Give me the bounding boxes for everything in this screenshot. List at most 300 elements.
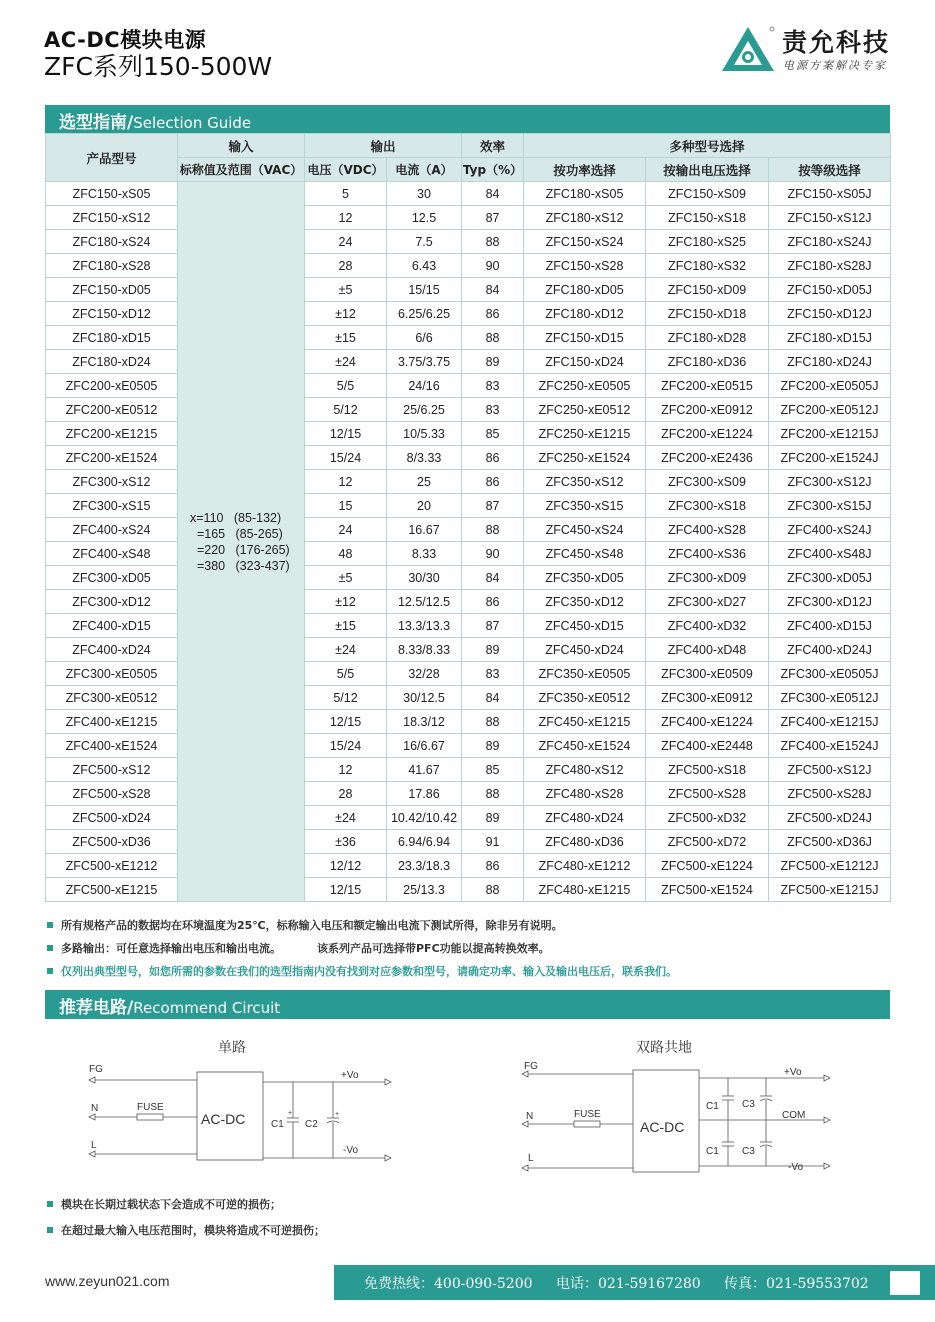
table-cell: ZFC500-xS28J xyxy=(769,782,891,806)
table-cell: ZFC180-xD05 xyxy=(524,278,646,302)
table-cell: 25/13.3 xyxy=(387,878,462,902)
note-2a-text: 多路输出：可任意选择输出电压和输出电流。 xyxy=(61,942,281,955)
table-cell: ZFC400-xS28 xyxy=(646,518,769,542)
table-cell: ±5 xyxy=(305,278,387,302)
table-cell: ZFC350-xS12 xyxy=(524,470,646,494)
table-cell: 88 xyxy=(462,782,524,806)
table-row xyxy=(46,494,891,518)
table-cell: 89 xyxy=(462,350,524,374)
table-cell: ZFC200-xE0912 xyxy=(646,398,769,422)
table-cell: 86 xyxy=(462,446,524,470)
doc-subtitle: ZFC系列150-500W xyxy=(44,52,273,81)
table-cell: 16/6.67 xyxy=(387,734,462,758)
table-cell: ZFC350-xE0512 xyxy=(524,686,646,710)
table-cell: 89 xyxy=(462,638,524,662)
footer-bar xyxy=(334,1265,935,1300)
table-cell: ZFC150-xS09 xyxy=(646,182,769,206)
table-cell: ZFC180-xS28 xyxy=(46,254,178,278)
table-cell: 24 xyxy=(305,230,387,254)
table-cell: 24 xyxy=(305,518,387,542)
table-cell: 84 xyxy=(462,278,524,302)
brand-slogan: 电源方案解决专家 xyxy=(783,59,887,72)
table-row xyxy=(46,638,891,662)
table-cell: ZFC400-xS48J xyxy=(769,542,891,566)
table-cell: 17.86 xyxy=(387,782,462,806)
table-cell: 86 xyxy=(462,302,524,326)
table-cell: ZFC300-xS12 xyxy=(46,470,178,494)
table-cell: 5 xyxy=(305,182,387,206)
table-cell: 10.42/10.42 xyxy=(387,806,462,830)
table-cell: ZFC150-xD05J xyxy=(769,278,891,302)
table-cell: ZFC180-xS28J xyxy=(769,254,891,278)
table-cell: ZFC200-xE0512J xyxy=(769,398,891,422)
table-cell: 8.33/8.33 xyxy=(387,638,462,662)
table-cell: 28 xyxy=(305,254,387,278)
footer-phone: 电话：021-59167280 xyxy=(556,1276,701,1292)
table-cell: ZFC180-xD36 xyxy=(646,350,769,374)
header-input-range: 标称值及范围（VAC） xyxy=(178,158,305,182)
table-cell: ZFC450-xE1215 xyxy=(524,710,646,734)
table-cell: 84 xyxy=(462,686,524,710)
table-cell: 12 xyxy=(305,206,387,230)
footer-hotline: 免费热线：400-090-5200 xyxy=(364,1276,533,1292)
table-cell: ZFC300-xD27 xyxy=(646,590,769,614)
table-cell: ZFC200-xE0505J xyxy=(769,374,891,398)
table-cell: ZFC400-xE1224 xyxy=(646,710,769,734)
table-cell: ZFC400-xE1215J xyxy=(769,710,891,734)
table-cell: ZFC200-xE1524J xyxy=(769,446,891,470)
table-body xyxy=(46,182,891,902)
table-cell: ZFC300-xE0505J xyxy=(769,662,891,686)
table-cell: 89 xyxy=(462,734,524,758)
table-cell: ZFC150-xS05 xyxy=(46,182,178,206)
table-cell: 88 xyxy=(462,878,524,902)
table-cell: ZFC300-xE0912 xyxy=(646,686,769,710)
table-cell: ZFC180-xS25 xyxy=(646,230,769,254)
label-n: N xyxy=(91,1103,99,1114)
warning-1-text: 模块在长期过载状态下会造成不可逆的损伤； xyxy=(61,1198,281,1211)
table-cell: ZFC300-xS15J xyxy=(769,494,891,518)
svg-text:+: + xyxy=(335,1111,340,1118)
table-cell: ZFC400-xD15J xyxy=(769,614,891,638)
table-cell: ZFC300-xD12 xyxy=(46,590,178,614)
table-cell: 90 xyxy=(462,254,524,278)
note-1 xyxy=(47,917,563,933)
table-cell: 30/12.5 xyxy=(387,686,462,710)
label-l-2: L xyxy=(528,1153,534,1164)
table-row xyxy=(46,830,891,854)
table-row xyxy=(46,182,891,206)
circuit1-title: 单路 xyxy=(218,1040,246,1056)
table-row xyxy=(46,446,891,470)
table-cell: 86 xyxy=(462,854,524,878)
table-cell: 88 xyxy=(462,518,524,542)
table-cell: ZFC350-xS15 xyxy=(524,494,646,518)
header-voltage: 电压（VDC） xyxy=(305,158,387,182)
table-cell: ZFC350-xD05 xyxy=(524,566,646,590)
table-cell: ZFC500-xD24 xyxy=(46,806,178,830)
label-vo-neg: -Vo xyxy=(343,1145,359,1156)
svg-text:+: + xyxy=(288,1110,293,1117)
note-2b-text: 该系列产品可选择带PFC功能以提高转换效率。 xyxy=(317,942,550,955)
table-cell: 6.94/6.94 xyxy=(387,830,462,854)
table-row xyxy=(46,470,891,494)
table-cell: 25/6.25 xyxy=(387,398,462,422)
table-cell: 48 xyxy=(305,542,387,566)
table-cell: 87 xyxy=(462,494,524,518)
table-row xyxy=(46,614,891,638)
label-c1-top: C1 xyxy=(706,1101,719,1112)
table-cell: 83 xyxy=(462,662,524,686)
table-cell: 88 xyxy=(462,326,524,350)
table-cell: ZFC500-xE1224 xyxy=(646,854,769,878)
table-cell: ZFC150-xS12 xyxy=(46,206,178,230)
table-cell: ZFC300-xS15 xyxy=(46,494,178,518)
table-row xyxy=(46,854,891,878)
table-cell: ZFC180-xD12 xyxy=(524,302,646,326)
header-current: 电流（A） xyxy=(387,158,462,182)
table-cell: 5/12 xyxy=(305,398,387,422)
table-cell: ZFC400-xS36 xyxy=(646,542,769,566)
table-cell: 6/6 xyxy=(387,326,462,350)
table-cell: ZFC150-xS12J xyxy=(769,206,891,230)
table-cell: ZFC200-xE0505 xyxy=(46,374,178,398)
table-cell: ZFC400-xD48 xyxy=(646,638,769,662)
label-n-2: N xyxy=(526,1111,534,1122)
table-cell: ZFC180-xS24 xyxy=(46,230,178,254)
table-cell: ZFC300-xD09 xyxy=(646,566,769,590)
input-range-line: =220 (176-265) xyxy=(190,542,290,557)
table-cell: ±12 xyxy=(305,590,387,614)
header-efficiency: 效率 xyxy=(462,134,524,158)
table-cell: ZFC450-xS24 xyxy=(524,518,646,542)
table-cell: 15 xyxy=(305,494,387,518)
table-row xyxy=(46,518,891,542)
table-row xyxy=(46,302,891,326)
table-cell: 89 xyxy=(462,806,524,830)
table-cell: ZFC150-xS05J xyxy=(769,182,891,206)
footer-url[interactable]: www.zeyun021.com xyxy=(45,1273,170,1289)
table-cell: 83 xyxy=(462,398,524,422)
table-row xyxy=(46,326,891,350)
table-cell: ZFC500-xS28 xyxy=(46,782,178,806)
table-cell: 87 xyxy=(462,206,524,230)
table-cell: ZFC500-xE1524 xyxy=(646,878,769,902)
table-cell: 91 xyxy=(462,830,524,854)
header-model: 产品型号 xyxy=(46,134,178,182)
table-cell: ZFC500-xE1215 xyxy=(46,878,178,902)
table-cell: ZFC480-xE1215 xyxy=(524,878,646,902)
table-cell: 15/24 xyxy=(305,734,387,758)
table-cell: ZFC300-xE0512J xyxy=(769,686,891,710)
table-cell: 6.43 xyxy=(387,254,462,278)
label-block-2: AC-DC xyxy=(640,1119,685,1135)
table-cell: 86 xyxy=(462,470,524,494)
table-cell: 12/15 xyxy=(305,878,387,902)
table-cell: 5/5 xyxy=(305,662,387,686)
table-cell: 84 xyxy=(462,182,524,206)
table-cell: 7.5 xyxy=(387,230,462,254)
table-cell: ZFC350-xE0505 xyxy=(524,662,646,686)
table-cell: 23.3/18.3 xyxy=(387,854,462,878)
table-cell: ±24 xyxy=(305,638,387,662)
label-c1: C1 xyxy=(271,1119,284,1130)
table-cell: ZFC400-xE1215 xyxy=(46,710,178,734)
input-range-line: x=110 (85-132) xyxy=(190,510,282,525)
table-cell: 83 xyxy=(462,374,524,398)
label-c3-top: C3 xyxy=(742,1099,755,1110)
footer-page-box xyxy=(890,1271,920,1295)
table-cell: ZFC150-xD12 xyxy=(46,302,178,326)
table-cell: ZFC500-xD36 xyxy=(46,830,178,854)
header-by-power: 按功率选择 xyxy=(524,158,646,182)
table-cell: 13.3/13.3 xyxy=(387,614,462,638)
table-cell: ZFC300-xE0509 xyxy=(646,662,769,686)
section-title-en-2: Recommend Circuit xyxy=(133,999,281,1017)
table-cell: 41.67 xyxy=(387,758,462,782)
table-cell: ZFC400-xE1524 xyxy=(46,734,178,758)
table-row xyxy=(46,782,891,806)
table-cell: 10/5.33 xyxy=(387,422,462,446)
section-title-cn-2: 推荐电路/ xyxy=(59,998,134,1018)
table-cell: 12/15 xyxy=(305,710,387,734)
label-c2: C2 xyxy=(305,1119,318,1130)
table-cell: 90 xyxy=(462,542,524,566)
table-cell: ±24 xyxy=(305,350,387,374)
section-title-2 xyxy=(59,993,280,1018)
table-cell: ZFC300-xS18 xyxy=(646,494,769,518)
note-2 xyxy=(47,940,550,956)
table-cell: ZFC300-xS12J xyxy=(769,470,891,494)
table-cell: ZFC400-xD24 xyxy=(46,638,178,662)
table-cell: 28 xyxy=(305,782,387,806)
table-cell: ZFC500-xS12J xyxy=(769,758,891,782)
table-cell: ZFC500-xS18 xyxy=(646,758,769,782)
table-cell: ZFC150-xD05 xyxy=(46,278,178,302)
table-row xyxy=(46,686,891,710)
table-cell: 8.33 xyxy=(387,542,462,566)
table-cell: 6.25/6.25 xyxy=(387,302,462,326)
table-cell: ZFC400-xE2448 xyxy=(646,734,769,758)
table-cell: ZFC250-xE0505 xyxy=(524,374,646,398)
table-cell: ZFC400-xD32 xyxy=(646,614,769,638)
table-cell: ZFC180-xD24 xyxy=(46,350,178,374)
table-row xyxy=(46,374,891,398)
note-3 xyxy=(47,963,677,979)
table-cell: ±12 xyxy=(305,302,387,326)
input-range-line: =165 (85-265) xyxy=(190,526,283,541)
table-cell: ZFC480-xD36 xyxy=(524,830,646,854)
note-1-text: 所有规格产品的数据均在环境温度为25℃，标称输入电压和额定输出电流下测试所得，除非另有说明。 xyxy=(61,919,563,932)
table-row xyxy=(46,734,891,758)
label-l: L xyxy=(91,1140,97,1151)
table-cell: ZFC400-xE1524J xyxy=(769,734,891,758)
table-cell: ZFC200-xE1524 xyxy=(46,446,178,470)
table-cell: 12 xyxy=(305,758,387,782)
table-cell: 12.5 xyxy=(387,206,462,230)
label-fuse: FUSE xyxy=(137,1102,164,1113)
header-input: 输入 xyxy=(178,134,305,158)
table-cell: ZFC450-xS48 xyxy=(524,542,646,566)
table-cell: ZFC500-xD72 xyxy=(646,830,769,854)
table-cell: ZFC180-xS32 xyxy=(646,254,769,278)
table-cell: ZFC200-xE1215J xyxy=(769,422,891,446)
table-cell: ZFC300-xD12J xyxy=(769,590,891,614)
label-vo-pos-2: +Vo xyxy=(784,1067,802,1078)
table-cell: ZFC200-xE2436 xyxy=(646,446,769,470)
table-cell: ZFC180-xD28 xyxy=(646,326,769,350)
table-cell: ZFC180-xS05 xyxy=(524,182,646,206)
section-bar-recommend-circuit xyxy=(45,990,890,1019)
section-bar-selection-guide xyxy=(45,105,890,134)
section-title-en: Selection Guide xyxy=(133,114,252,132)
label-fuse-2: FUSE xyxy=(574,1109,601,1120)
table-cell: 5/5 xyxy=(305,374,387,398)
table-cell: ZFC200-xE1215 xyxy=(46,422,178,446)
table-cell: ZFC150-xD09 xyxy=(646,278,769,302)
table-cell: ZFC500-xD36J xyxy=(769,830,891,854)
table-cell: ZFC500-xE1215J xyxy=(769,878,891,902)
table-cell: ZFC350-xD12 xyxy=(524,590,646,614)
table-cell: 84 xyxy=(462,566,524,590)
table-cell: ±15 xyxy=(305,326,387,350)
table-cell: 85 xyxy=(462,758,524,782)
table-cell: ZFC500-xS28 xyxy=(646,782,769,806)
table-cell: 86 xyxy=(462,590,524,614)
table-cell: ZFC300-xE0505 xyxy=(46,662,178,686)
circuit2-title: 双路共地 xyxy=(636,1040,692,1056)
table-cell: 25 xyxy=(387,470,462,494)
table-row xyxy=(46,422,891,446)
table-row xyxy=(46,566,891,590)
table-cell: ZFC450-xE1524 xyxy=(524,734,646,758)
table-cell: ZFC150-xS24 xyxy=(524,230,646,254)
table-cell: ±5 xyxy=(305,566,387,590)
table-cell: 12/12 xyxy=(305,854,387,878)
selection-guide-table xyxy=(45,133,891,902)
table-cell: ZFC400-xS24J xyxy=(769,518,891,542)
brand-name: 责允科技 xyxy=(782,28,891,57)
table-cell: ZFC150-xD12J xyxy=(769,302,891,326)
table-cell: ZFC500-xE1212 xyxy=(46,854,178,878)
table-cell: 15/15 xyxy=(387,278,462,302)
table-cell: ZFC480-xS12 xyxy=(524,758,646,782)
header-by-voltage: 按输出电压选择 xyxy=(646,158,769,182)
table-cell: ZFC180-xD15 xyxy=(46,326,178,350)
table-cell: ZFC400-xS24 xyxy=(46,518,178,542)
doc-title: AC-DC模块电源 xyxy=(44,28,207,52)
circuit-dual-diagram xyxy=(518,1058,840,1176)
table-cell: 32/28 xyxy=(387,662,462,686)
bullet-square-icon xyxy=(47,945,53,951)
label-block: AC-DC xyxy=(201,1111,246,1127)
table-cell: ZFC300-xD05J xyxy=(769,566,891,590)
table-row xyxy=(46,878,891,902)
table-cell: ZFC180-xS12 xyxy=(524,206,646,230)
table-cell: ZFC500-xD32 xyxy=(646,806,769,830)
footer-fax: 传真：021-59553702 xyxy=(724,1276,869,1292)
label-com: COM xyxy=(782,1110,806,1121)
table-cell: ZFC450-xD15 xyxy=(524,614,646,638)
table-cell: ZFC250-xE1524 xyxy=(524,446,646,470)
table-cell: ZFC180-xD15J xyxy=(769,326,891,350)
table-row xyxy=(46,710,891,734)
table-cell: ZFC180-xS24J xyxy=(769,230,891,254)
table-cell: ZFC150-xD18 xyxy=(646,302,769,326)
note-3-text: 仅列出典型型号，如您所需的参数在我们的选型指南内没有找到对应参数和型号，请确定功率、输入及输出电压后，联系我们。 xyxy=(61,965,677,978)
table-cell: ZFC150-xD15 xyxy=(524,326,646,350)
table-cell: ZFC150-xS18 xyxy=(646,206,769,230)
header-multi-select: 多种型号选择 xyxy=(524,134,891,158)
table-cell: ZFC500-xS12 xyxy=(46,758,178,782)
table-cell: 12 xyxy=(305,470,387,494)
header-typ: Typ（%） xyxy=(462,158,524,182)
table-cell: 12.5/12.5 xyxy=(387,590,462,614)
table-cell: ZFC180-xD24J xyxy=(769,350,891,374)
table-row xyxy=(46,206,891,230)
bullet-square-icon xyxy=(47,1201,53,1207)
table-cell: ZFC400-xD15 xyxy=(46,614,178,638)
table-cell: ZFC300-xD05 xyxy=(46,566,178,590)
input-range-line: =380 (323-437) xyxy=(190,558,290,573)
table-cell: 12/15 xyxy=(305,422,387,446)
brand-logo-icon xyxy=(720,25,776,73)
section-title xyxy=(59,108,251,133)
table-cell: 30 xyxy=(387,182,462,206)
table-cell: 87 xyxy=(462,614,524,638)
table-cell: ZFC500-xD24J xyxy=(769,806,891,830)
table-cell: ±24 xyxy=(305,806,387,830)
section-title-cn: 选型指南/ xyxy=(59,113,134,133)
table-cell: ZFC250-xE1215 xyxy=(524,422,646,446)
table-cell: ZFC480-xD24 xyxy=(524,806,646,830)
header-output: 输出 xyxy=(305,134,462,158)
table-cell: ZFC450-xD24 xyxy=(524,638,646,662)
table-cell: 18.3/12 xyxy=(387,710,462,734)
table-cell: ZFC400-xS48 xyxy=(46,542,178,566)
label-vo-neg-2: -Vo xyxy=(788,1162,804,1173)
label-c1-bottom: C1 xyxy=(706,1146,719,1157)
table-cell: ZFC480-xE1212 xyxy=(524,854,646,878)
table-cell: 5/12 xyxy=(305,686,387,710)
table-cell: 8/3.33 xyxy=(387,446,462,470)
table-row xyxy=(46,662,891,686)
label-c3-bottom: C3 xyxy=(742,1146,755,1157)
label-fg: FG xyxy=(89,1064,103,1075)
table-cell: 85 xyxy=(462,422,524,446)
table-cell: 15/24 xyxy=(305,446,387,470)
table-cell: ZFC500-xE1212J xyxy=(769,854,891,878)
table-row xyxy=(46,350,891,374)
warning-1 xyxy=(47,1196,281,1212)
table-cell: ±15 xyxy=(305,614,387,638)
table-row xyxy=(46,758,891,782)
table-cell: 20 xyxy=(387,494,462,518)
table-cell: ZFC480-xS28 xyxy=(524,782,646,806)
bullet-square-icon xyxy=(47,1227,53,1233)
label-vo-pos: +Vo xyxy=(341,1070,359,1081)
warning-2 xyxy=(47,1222,325,1238)
table-cell: 88 xyxy=(462,230,524,254)
table-cell: ±36 xyxy=(305,830,387,854)
table-cell: ZFC300-xS09 xyxy=(646,470,769,494)
table-cell: ZFC150-xS28 xyxy=(524,254,646,278)
table-row xyxy=(46,590,891,614)
table-cell: 24/16 xyxy=(387,374,462,398)
bullet-square-icon xyxy=(47,968,53,974)
table-cell: 16.67 xyxy=(387,518,462,542)
table-cell: ZFC400-xD24J xyxy=(769,638,891,662)
